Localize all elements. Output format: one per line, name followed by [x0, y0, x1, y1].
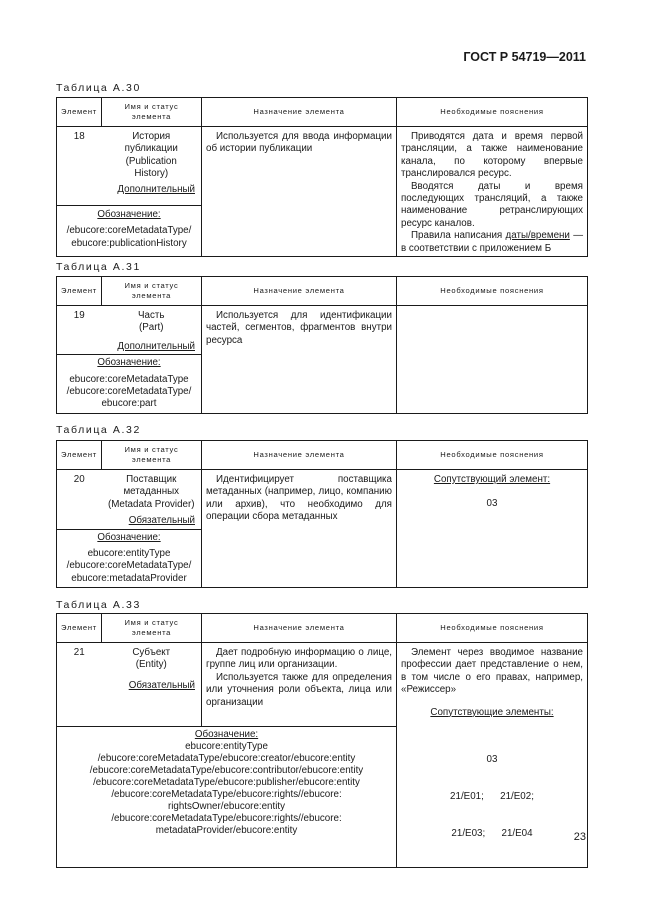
col-header-notes: Необходимые пояснения [397, 614, 588, 643]
element-name-cell [102, 306, 202, 355]
designation-label: Обозначение: [194, 728, 259, 740]
col-header-name-status: Имя и статус элемента [102, 614, 202, 643]
element-name: Субъект (Entity) [132, 647, 171, 671]
element-purpose: Дает подробную информацию о лице, группе лиц или организации. Используется также для определения или уточнения роли объекта, лица или организации [202, 643, 397, 727]
table-a32 [56, 440, 588, 588]
col-header-element: Элемент [57, 277, 102, 306]
table-a31 [56, 276, 588, 414]
col-header-element: Элемент [57, 98, 102, 127]
designation-cell [57, 529, 202, 588]
element-status: Дополнительный [117, 183, 195, 195]
table-caption-a32: Таблица А.32 [56, 424, 141, 436]
col-header-element: Элемент [57, 614, 102, 643]
element-name: История публикации (Publication History) [124, 131, 178, 180]
col-header-purpose: Назначение элемента [202, 98, 397, 127]
related-elements-label: Сопутствующие элементы: [430, 706, 554, 718]
table-caption-a31: Таблица А.31 [56, 261, 141, 273]
date-time-link-text: даты/времени [505, 230, 570, 242]
related-element-label: Сопутствующий элемент: [433, 474, 551, 485]
col-header-name-status: Имя и статус элемента [102, 277, 202, 306]
designation-values: ebucore:coreMetadataType /ebucore:coreMetadataType/ ebucore:part [66, 373, 192, 410]
designation-label: Обозначение: [97, 531, 161, 543]
table-a33 [56, 613, 588, 868]
element-name-cell [102, 127, 202, 206]
element-purpose: Идентифицирует поставщика метаданных (например, лицо, компанию или архив), что необходимо для операции сбора метаданных [202, 470, 397, 588]
element-number: 20 [57, 470, 102, 530]
element-number: 19 [57, 306, 102, 355]
element-notes [397, 306, 588, 414]
designation-values: ebucore:entityType /ebucore:coreMetadataType/ebucore:creator/ebucore:entity /ebucore:coreMetadataType/ebucore:contributor/ebucore:entity /ebucore:coreMetadataType/ebucore:publisher/ebucore:entity /ebucore:coreMetadataType/ebucore:rights//ebucore: rightsOwner/ebucore:entity /ebucore:coreMetadataType/ebucore:rights//ebucore: metadataProvider/ebucore:entity [89, 740, 364, 836]
col-header-element: Элемент [57, 441, 102, 470]
related-elements-values: 03 21/E01; 21/E02; 21/E03; 21/E04 [450, 753, 534, 840]
element-purpose: Используется для идентификации частей, сегментов, фрагментов внутри ресурса [202, 306, 397, 414]
col-header-name-status: Имя и статус элемента [102, 98, 202, 127]
element-name-cell [102, 643, 202, 727]
designation-values: ebucore:entityType /ebucore:coreMetadataType/ ebucore:metadataProvider [66, 548, 192, 584]
element-notes: Приводятся дата и время первой трансляции, а также наименование канала, по которому впервые транслировался ресурс. Вводятся даты и время последующих трансляций, а также наименование ретранслирующих ресурс каналов. Правила написания даты/времени — в соответствии с приложением Б [397, 127, 588, 257]
col-header-purpose: Назначение элемента [202, 277, 397, 306]
related-element-value: 03 [486, 498, 498, 510]
element-notes: Элемент через вводимое название профессии дает представление о нем, в том числе о его правах, например, «Режиссер» Сопутствующие элементы: 03 21/E01; 21/E02; 21/E03; 21/E04 [397, 643, 588, 868]
document-code: ГОСТ Р 54719—2011 [463, 50, 586, 64]
page-number: 23 [573, 831, 586, 843]
table-caption-a30: Таблица А.30 [56, 82, 141, 94]
element-name: Поставщик метаданных (Metadata Provider) [107, 474, 195, 510]
col-header-notes: Необходимые пояснения [397, 98, 588, 127]
designation-cell [57, 355, 202, 414]
table-caption-a33: Таблица А.33 [56, 599, 141, 611]
designation-label: Обозначение: [97, 357, 161, 369]
element-name: Часть (Part) [138, 310, 165, 334]
element-notes [397, 470, 588, 588]
col-header-notes: Необходимые пояснения [397, 441, 588, 470]
designation-cell [57, 726, 397, 867]
designation-cell [57, 205, 202, 256]
table-a30 [56, 97, 588, 257]
element-number: 18 [57, 127, 102, 206]
element-status: Обязательный [128, 515, 195, 527]
element-purpose: Используется для ввода информации об истории публикации [202, 127, 397, 257]
col-header-purpose: Назначение элемента [202, 614, 397, 643]
col-header-name-status: Имя и статус элемента [102, 441, 202, 470]
element-status: Обязательный [128, 679, 195, 691]
element-number: 21 [57, 643, 102, 727]
element-name-cell [102, 470, 202, 530]
designation-values: /ebucore:coreMetadataType/ ebucore:publicationHistory [66, 225, 192, 249]
designation-label: Обозначение: [97, 208, 161, 220]
col-header-notes: Необходимые пояснения [397, 277, 588, 306]
element-status: Дополнительный [117, 340, 195, 352]
col-header-purpose: Назначение элемента [202, 441, 397, 470]
